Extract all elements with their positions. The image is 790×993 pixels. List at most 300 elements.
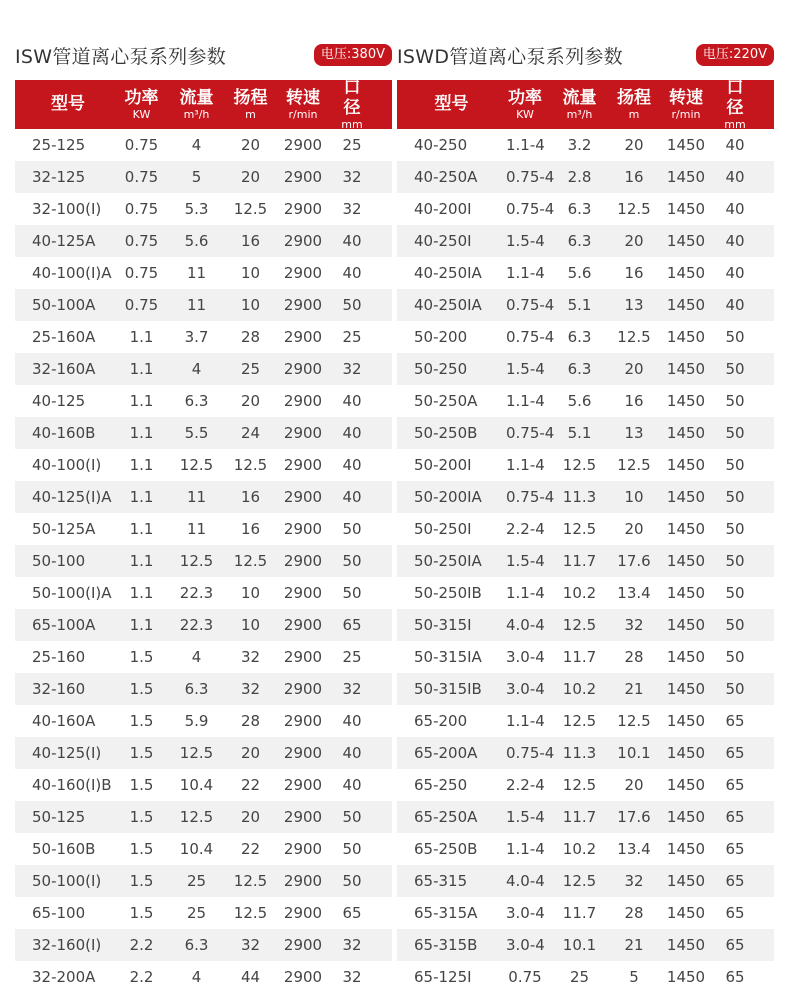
cell-head: 10.1: [617, 744, 651, 762]
cell-head: 16: [624, 168, 644, 186]
cell-speed: 1450: [666, 264, 706, 282]
cell-speed: 1450: [666, 168, 706, 186]
cell-head: 21: [624, 936, 644, 954]
cell-caliber: 50: [725, 520, 745, 538]
table-header: [15, 77, 392, 132]
table-row: [397, 545, 774, 577]
cell-model: 32-125: [32, 168, 86, 186]
cell-caliber: 40: [342, 488, 362, 506]
cell-power: 1.5: [129, 744, 154, 762]
cell-head: 13.4: [617, 584, 651, 602]
cell-speed: 2900: [283, 392, 323, 410]
cell-speed: 1450: [666, 456, 706, 474]
table-row: [397, 737, 774, 769]
cell-speed: 2900: [283, 136, 323, 154]
cell-speed: 1450: [666, 552, 706, 570]
cell-flow: 10.2: [562, 840, 597, 858]
cell-model: 50-100(I)A: [32, 584, 112, 602]
cell-head: 20: [240, 744, 261, 762]
cell-caliber: 65: [342, 616, 362, 634]
cell-speed: 1450: [666, 616, 706, 634]
cell-model: 40-250IA: [414, 264, 482, 282]
header-head: 扬程 m: [617, 87, 651, 122]
cell-model: 32-160A: [32, 360, 96, 378]
cell-flow: 25: [569, 968, 590, 986]
table-row: [397, 385, 774, 417]
cell-model: 65-200A: [414, 744, 478, 762]
cell-power: 1.5-4: [506, 552, 545, 570]
cell-caliber: 50: [342, 872, 362, 890]
table-row: [15, 641, 392, 673]
cell-flow: 11: [186, 264, 207, 282]
cell-speed: 1450: [666, 744, 706, 762]
cell-caliber: 65: [725, 744, 745, 762]
cell-head: 21: [624, 680, 644, 698]
cell-caliber: 50: [725, 424, 745, 442]
cell-power: 1.1: [129, 392, 154, 410]
cell-flow: 5.6: [567, 392, 592, 410]
cell-caliber: 50: [725, 584, 745, 602]
cell-flow: 10.4: [179, 840, 214, 858]
cell-head: 32: [240, 936, 261, 954]
cell-flow: 3.7: [184, 328, 209, 346]
cell-power: 0.75: [124, 200, 159, 218]
cell-flow: 6.3: [567, 200, 592, 218]
cell-head: 28: [240, 328, 261, 346]
cell-model: 50-125: [32, 808, 86, 826]
cell-flow: 11: [186, 520, 207, 538]
table-row: [397, 673, 774, 705]
cell-flow: 12.5: [562, 776, 597, 794]
cell-flow: 4: [191, 136, 202, 154]
cell-head: 20: [624, 136, 644, 154]
cell-caliber: 40: [725, 296, 745, 314]
cell-head: 16: [240, 488, 261, 506]
cell-speed: 1450: [666, 296, 706, 314]
cell-model: 50-250IA: [414, 552, 482, 570]
cell-model: 65-315: [414, 872, 468, 890]
cell-flow: 11.7: [562, 648, 597, 666]
table-row: [15, 609, 392, 641]
cell-power: 1.5: [129, 680, 154, 698]
cell-caliber: 50: [342, 584, 362, 602]
cell-power: 1.1: [129, 520, 154, 538]
cell-power: 1.5: [129, 712, 154, 730]
cell-head: 28: [240, 712, 261, 730]
cell-head: 10: [240, 264, 261, 282]
table-row: [15, 769, 392, 801]
cell-head: 16: [624, 392, 644, 410]
cell-power: 1.1: [129, 552, 154, 570]
cell-power: 1.1: [129, 616, 154, 634]
cell-model: 65-100: [32, 904, 86, 922]
cell-model: 50-250IB: [414, 584, 482, 602]
cell-power: 2.2-4: [506, 776, 545, 794]
cell-head: 12.5: [617, 328, 651, 346]
cell-power: 0.75: [124, 136, 159, 154]
cell-flow: 11.7: [562, 904, 597, 922]
cell-model: 40-160A: [32, 712, 96, 730]
cell-caliber: 40: [342, 744, 362, 762]
cell-model: 65-200: [414, 712, 468, 730]
cell-speed: 2900: [283, 936, 323, 954]
cell-speed: 1450: [666, 776, 706, 794]
cell-power: 1.5: [129, 808, 154, 826]
cell-head: 5: [629, 968, 639, 986]
cell-caliber: 50: [725, 328, 745, 346]
header-flow: 流量 m³/h: [179, 87, 214, 122]
cell-flow: 5.1: [567, 424, 592, 442]
table-row: [15, 545, 392, 577]
cell-model: 50-100(I): [32, 872, 102, 890]
cell-power: 1.1-4: [506, 456, 545, 474]
cell-head: 13: [624, 296, 644, 314]
table-row: [397, 929, 774, 961]
cell-caliber: 50: [342, 296, 362, 314]
table-body: [397, 129, 774, 993]
cell-power: 1.5: [129, 776, 154, 794]
cell-speed: 2900: [283, 360, 323, 378]
cell-speed: 2900: [283, 744, 323, 762]
table-row: [15, 929, 392, 961]
cell-flow: 11.3: [562, 488, 597, 506]
cell-caliber: 40: [342, 776, 362, 794]
cell-power: 1.5: [129, 872, 154, 890]
cell-caliber: 40: [725, 168, 745, 186]
cell-head: 10: [240, 584, 261, 602]
cell-power: 0.75-4: [506, 488, 555, 506]
cell-head: 32: [240, 648, 261, 666]
cell-speed: 1450: [666, 232, 706, 250]
table-row: [15, 353, 392, 385]
cell-power: 3.0-4: [506, 680, 545, 698]
cell-flow: 11: [186, 488, 207, 506]
cell-power: 1.1-4: [506, 392, 545, 410]
cell-caliber: 50: [725, 616, 745, 634]
cell-speed: 2900: [283, 712, 323, 730]
cell-caliber: 40: [725, 136, 745, 154]
cell-caliber: 40: [342, 392, 362, 410]
cell-model: 40-125(I)A: [32, 488, 112, 506]
cell-flow: 5.9: [184, 712, 209, 730]
cell-power: 3.0-4: [506, 648, 545, 666]
cell-model: 65-315B: [414, 936, 478, 954]
cell-speed: 1450: [666, 904, 706, 922]
cell-power: 0.75-4: [506, 744, 555, 762]
cell-speed: 2900: [283, 328, 323, 346]
cell-head: 12.5: [233, 872, 268, 890]
cell-speed: 2900: [283, 264, 323, 282]
cell-speed: 1450: [666, 520, 706, 538]
header-power: 功率 KW: [124, 87, 159, 122]
cell-head: 20: [624, 360, 644, 378]
cell-caliber: 65: [342, 904, 362, 922]
cell-caliber: 50: [725, 360, 745, 378]
cell-flow: 4: [191, 360, 202, 378]
cell-flow: 6.3: [184, 680, 209, 698]
cell-speed: 2900: [283, 168, 323, 186]
cell-power: 2.2-4: [506, 520, 545, 538]
cell-model: 32-100(I): [32, 200, 102, 218]
cell-flow: 12.5: [562, 872, 597, 890]
cell-power: 0.75: [124, 296, 159, 314]
cell-model: 65-250: [414, 776, 468, 794]
cell-power: 1.1: [129, 360, 154, 378]
table-row: [15, 161, 392, 193]
cell-caliber: 50: [725, 552, 745, 570]
cell-caliber: 50: [725, 456, 745, 474]
cell-head: 17.6: [617, 808, 651, 826]
cell-flow: 6.3: [567, 328, 592, 346]
cell-caliber: 32: [342, 936, 362, 954]
table-row: [15, 865, 392, 897]
cell-head: 10: [240, 296, 261, 314]
cell-head: 28: [624, 904, 644, 922]
cell-speed: 1450: [666, 136, 706, 154]
cell-speed: 2900: [283, 872, 323, 890]
cell-flow: 12.5: [179, 552, 214, 570]
cell-head: 17.6: [617, 552, 651, 570]
table-row: [15, 321, 392, 353]
cell-caliber: 32: [342, 200, 362, 218]
cell-model: 50-200I: [414, 456, 472, 474]
cell-power: 3.0-4: [506, 904, 545, 922]
panel-title: ISW管道离心泵系列参数: [15, 46, 227, 68]
cell-power: 2.2: [129, 936, 154, 954]
iswd-params-panel: [397, 40, 774, 993]
cell-flow: 12.5: [562, 456, 597, 474]
cell-head: 10: [240, 616, 261, 634]
cell-flow: 25: [186, 872, 207, 890]
cell-flow: 10.4: [179, 776, 214, 794]
cell-model: 40-200I: [414, 200, 472, 218]
cell-head: 16: [240, 232, 261, 250]
cell-power: 1.5: [129, 904, 154, 922]
cell-caliber: 40: [342, 712, 362, 730]
cell-model: 40-160(I)B: [32, 776, 112, 794]
table-row: [15, 897, 392, 929]
table-row: [15, 129, 392, 161]
cell-speed: 2900: [283, 488, 323, 506]
cell-caliber: 32: [342, 360, 362, 378]
cell-power: 3.0-4: [506, 936, 545, 954]
cell-head: 13.4: [617, 840, 651, 858]
cell-head: 12.5: [233, 200, 268, 218]
table-row: [397, 257, 774, 289]
table-row: [397, 129, 774, 161]
cell-power: 1.1-4: [506, 712, 545, 730]
table-row: [15, 257, 392, 289]
cell-caliber: 65: [725, 712, 745, 730]
cell-caliber: 65: [725, 776, 745, 794]
panel-heading: [15, 40, 392, 72]
cell-power: 0.75: [124, 264, 159, 282]
cell-head: 32: [240, 680, 261, 698]
cell-flow: 22.3: [179, 616, 214, 634]
cell-model: 50-315IB: [414, 680, 482, 698]
cell-head: 20: [240, 136, 261, 154]
table-row: [397, 193, 774, 225]
table-row: [397, 225, 774, 257]
table-row: [397, 449, 774, 481]
cell-flow: 3.2: [567, 136, 592, 154]
cell-power: 0.75: [508, 968, 542, 986]
cell-head: 24: [240, 424, 261, 442]
cell-model: 40-250I: [414, 232, 472, 250]
cell-caliber: 65: [725, 936, 745, 954]
cell-model: 40-250A: [414, 168, 478, 186]
cell-head: 12.5: [233, 904, 268, 922]
cell-power: 2.2: [129, 968, 154, 986]
cell-power: 4.0-4: [506, 616, 545, 634]
cell-power: 1.1: [129, 584, 154, 602]
cell-model: 40-160B: [32, 424, 96, 442]
cell-model: 65-315A: [414, 904, 478, 922]
cell-speed: 2900: [283, 808, 323, 826]
cell-head: 44: [240, 968, 261, 986]
table-row: [397, 961, 774, 993]
cell-flow: 5.6: [567, 264, 592, 282]
table-row: [397, 833, 774, 865]
table-row: [397, 417, 774, 449]
cell-head: 32: [624, 872, 644, 890]
cell-flow: 5.6: [184, 232, 209, 250]
header-speed: 转速 r/min: [669, 87, 703, 122]
cell-model: 32-160(I): [32, 936, 102, 954]
cell-head: 20: [240, 392, 261, 410]
cell-speed: 2900: [283, 232, 323, 250]
cell-model: 40-250: [414, 136, 468, 154]
cell-power: 0.75-4: [506, 296, 555, 314]
table-row: [15, 513, 392, 545]
cell-head: 20: [240, 808, 261, 826]
cell-caliber: 65: [725, 840, 745, 858]
table-row: [397, 801, 774, 833]
cell-flow: 12.5: [562, 712, 597, 730]
cell-model: 50-315I: [414, 616, 472, 634]
cell-power: 1.5: [129, 648, 154, 666]
cell-speed: 2900: [283, 776, 323, 794]
cell-head: 12.5: [233, 456, 268, 474]
cell-model: 50-200: [414, 328, 468, 346]
table-row: [15, 449, 392, 481]
cell-caliber: 40: [725, 232, 745, 250]
cell-caliber: 25: [342, 328, 362, 346]
cell-model: 25-160: [32, 648, 86, 666]
table-row: [397, 609, 774, 641]
cell-speed: 2900: [283, 424, 323, 442]
table-row: [397, 481, 774, 513]
cell-model: 65-250B: [414, 840, 478, 858]
cell-flow: 10.2: [562, 584, 597, 602]
cell-flow: 12.5: [562, 520, 597, 538]
cell-speed: 2900: [283, 904, 323, 922]
cell-flow: 6.3: [567, 232, 592, 250]
cell-flow: 2.8: [567, 168, 592, 186]
cell-model: 40-125A: [32, 232, 96, 250]
cell-model: 32-200A: [32, 968, 96, 986]
cell-speed: 2900: [283, 520, 323, 538]
table-row: [397, 705, 774, 737]
table-row: [15, 737, 392, 769]
cell-speed: 1450: [666, 808, 706, 826]
cell-caliber: 32: [342, 968, 362, 986]
cell-caliber: 25: [342, 648, 362, 666]
table-row: [15, 385, 392, 417]
cell-caliber: 40: [725, 200, 745, 218]
cell-caliber: 40: [342, 232, 362, 250]
cell-caliber: 50: [725, 680, 745, 698]
cell-flow: 6.3: [184, 936, 209, 954]
cell-flow: 12.5: [179, 456, 214, 474]
table-row: [15, 961, 392, 993]
table-row: [15, 417, 392, 449]
cell-speed: 2900: [283, 840, 323, 858]
cell-speed: 2900: [283, 200, 323, 218]
cell-head: 28: [624, 648, 644, 666]
header-speed: 转速 r/min: [286, 87, 320, 122]
table-row: [15, 481, 392, 513]
cell-speed: 1450: [666, 584, 706, 602]
cell-caliber: 65: [725, 808, 745, 826]
header-model: 型号: [51, 94, 85, 115]
panel-heading: [397, 40, 774, 72]
cell-head: 12.5: [617, 200, 651, 218]
cell-caliber: 50: [342, 840, 362, 858]
cell-power: 1.1: [129, 328, 154, 346]
cell-flow: 12.5: [179, 744, 214, 762]
cell-model: 25-125: [32, 136, 86, 154]
cell-caliber: 40: [725, 264, 745, 282]
isw-params-panel: [15, 40, 392, 993]
table-row: [15, 225, 392, 257]
cell-power: 1.1-4: [506, 584, 545, 602]
cell-speed: 1450: [666, 392, 706, 410]
cell-power: 1.5-4: [506, 232, 545, 250]
cell-model: 40-250IA: [414, 296, 482, 314]
cell-caliber: 50: [725, 648, 745, 666]
cell-speed: 1450: [666, 488, 706, 506]
cell-model: 65-250A: [414, 808, 478, 826]
cell-model: 65-100A: [32, 616, 96, 634]
cell-speed: 1450: [666, 936, 706, 954]
cell-flow: 5.5: [184, 424, 209, 442]
cell-power: 0.75-4: [506, 328, 555, 346]
cell-head: 32: [624, 616, 644, 634]
cell-speed: 1450: [666, 840, 706, 858]
cell-head: 16: [240, 520, 261, 538]
cell-speed: 2900: [283, 616, 323, 634]
cell-speed: 1450: [666, 872, 706, 890]
cell-caliber: 50: [342, 552, 362, 570]
voltage-badge: 电压:380V: [314, 44, 392, 66]
cell-head: 20: [624, 232, 644, 250]
cell-head: 20: [240, 168, 261, 186]
cell-model: 50-100A: [32, 296, 96, 314]
cell-power: 1.1: [129, 456, 154, 474]
cell-caliber: 65: [725, 904, 745, 922]
cell-model: 25-160A: [32, 328, 96, 346]
table-row: [397, 577, 774, 609]
cell-head: 16: [624, 264, 644, 282]
cell-head: 22: [240, 776, 261, 794]
cell-power: 4.0-4: [506, 872, 545, 890]
header-power: 功率 KW: [508, 87, 542, 122]
cell-power: 0.75: [124, 232, 159, 250]
cell-flow: 6.3: [184, 392, 209, 410]
cell-caliber: 50: [725, 392, 745, 410]
cell-caliber: 65: [725, 968, 745, 986]
